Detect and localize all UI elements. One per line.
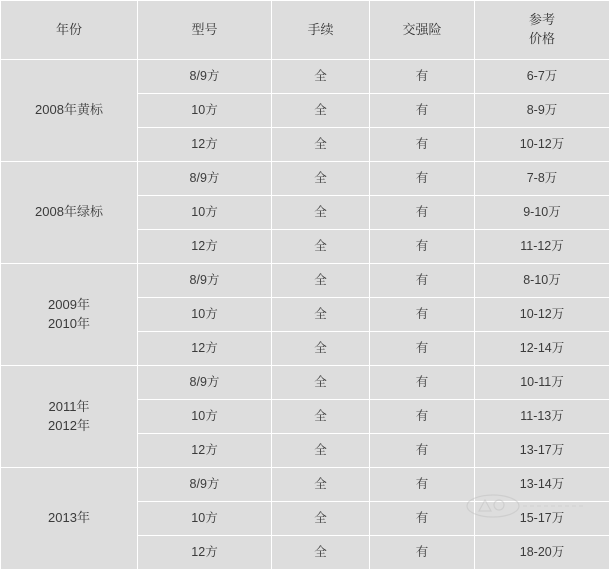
papers-cell: 全	[272, 502, 370, 536]
table-row	[1, 366, 609, 400]
insurance-cell: 有	[370, 94, 475, 128]
insurance-cell: 有	[370, 536, 475, 570]
price-cell: 11-13万	[475, 400, 609, 434]
column-header-insurance: 交强险	[370, 1, 475, 60]
price-cell: 7-8万	[475, 162, 609, 196]
year-group-cell	[1, 264, 138, 366]
year-label: 2011年	[1, 398, 137, 417]
insurance-cell: 有	[370, 196, 475, 230]
price-cell: 8-10万	[475, 264, 609, 298]
model-cell: 12方	[138, 536, 272, 570]
papers-cell: 全	[272, 196, 370, 230]
year-label: 2008年绿标	[1, 203, 137, 222]
papers-cell: 全	[272, 434, 370, 468]
model-cell: 8/9方	[138, 162, 272, 196]
price-cell: 10-11万	[475, 366, 609, 400]
model-cell: 10方	[138, 400, 272, 434]
insurance-cell: 有	[370, 298, 475, 332]
price-cell: 11-12万	[475, 230, 609, 264]
price-cell: 6-7万	[475, 60, 609, 94]
column-header-price	[475, 1, 609, 60]
price-cell: 13-14万	[475, 468, 609, 502]
column-header-year: 年份	[1, 1, 138, 60]
model-cell: 12方	[138, 332, 272, 366]
model-cell: 10方	[138, 298, 272, 332]
model-cell: 8/9方	[138, 264, 272, 298]
year-label: 2008年黄标	[1, 101, 137, 120]
model-cell: 12方	[138, 128, 272, 162]
price-cell: 15-17万	[475, 502, 609, 536]
papers-cell: 全	[272, 230, 370, 264]
insurance-cell: 有	[370, 128, 475, 162]
papers-cell: 全	[272, 94, 370, 128]
insurance-cell: 有	[370, 60, 475, 94]
table-row	[1, 60, 609, 94]
price-cell: 8-9万	[475, 94, 609, 128]
table-header-row	[1, 1, 609, 60]
papers-cell: 全	[272, 468, 370, 502]
model-cell: 12方	[138, 230, 272, 264]
papers-cell: 全	[272, 128, 370, 162]
model-cell: 8/9方	[138, 468, 272, 502]
year-group-cell	[1, 468, 138, 570]
price-cell: 13-17万	[475, 434, 609, 468]
price-cell: 10-12万	[475, 128, 609, 162]
column-header-papers: 手续	[272, 1, 370, 60]
table-row	[1, 264, 609, 298]
year-group-cell	[1, 162, 138, 264]
price-cell: 12-14万	[475, 332, 609, 366]
model-cell: 10方	[138, 196, 272, 230]
column-header-price-line2: 价格	[475, 30, 609, 49]
table-row	[1, 468, 609, 502]
model-cell: 8/9方	[138, 60, 272, 94]
year-group-cell	[1, 366, 138, 468]
papers-cell: 全	[272, 60, 370, 94]
table-body	[1, 60, 609, 570]
table-header	[1, 1, 609, 60]
model-cell: 8/9方	[138, 366, 272, 400]
insurance-cell: 有	[370, 366, 475, 400]
insurance-cell: 有	[370, 332, 475, 366]
price-cell: 18-20万	[475, 536, 609, 570]
model-cell: 10方	[138, 94, 272, 128]
papers-cell: 全	[272, 264, 370, 298]
year-label: 2012年	[1, 417, 137, 436]
papers-cell: 全	[272, 536, 370, 570]
insurance-cell: 有	[370, 434, 475, 468]
price-cell: 9-10万	[475, 196, 609, 230]
model-cell: 10方	[138, 502, 272, 536]
table-row	[1, 162, 609, 196]
column-header-price-line1: 参考	[475, 11, 609, 30]
insurance-cell: 有	[370, 468, 475, 502]
insurance-cell: 有	[370, 230, 475, 264]
insurance-cell: 有	[370, 264, 475, 298]
papers-cell: 全	[272, 400, 370, 434]
year-group-cell	[1, 60, 138, 162]
model-cell: 12方	[138, 434, 272, 468]
price-cell: 10-12万	[475, 298, 609, 332]
insurance-cell: 有	[370, 162, 475, 196]
papers-cell: 全	[272, 298, 370, 332]
insurance-cell: 有	[370, 502, 475, 536]
papers-cell: 全	[272, 162, 370, 196]
papers-cell: 全	[272, 366, 370, 400]
insurance-cell: 有	[370, 400, 475, 434]
year-label: 2010年	[1, 315, 137, 334]
papers-cell: 全	[272, 332, 370, 366]
year-label: 2009年	[1, 296, 137, 315]
year-label: 2013年	[1, 509, 137, 528]
column-header-model: 型号	[138, 1, 272, 60]
